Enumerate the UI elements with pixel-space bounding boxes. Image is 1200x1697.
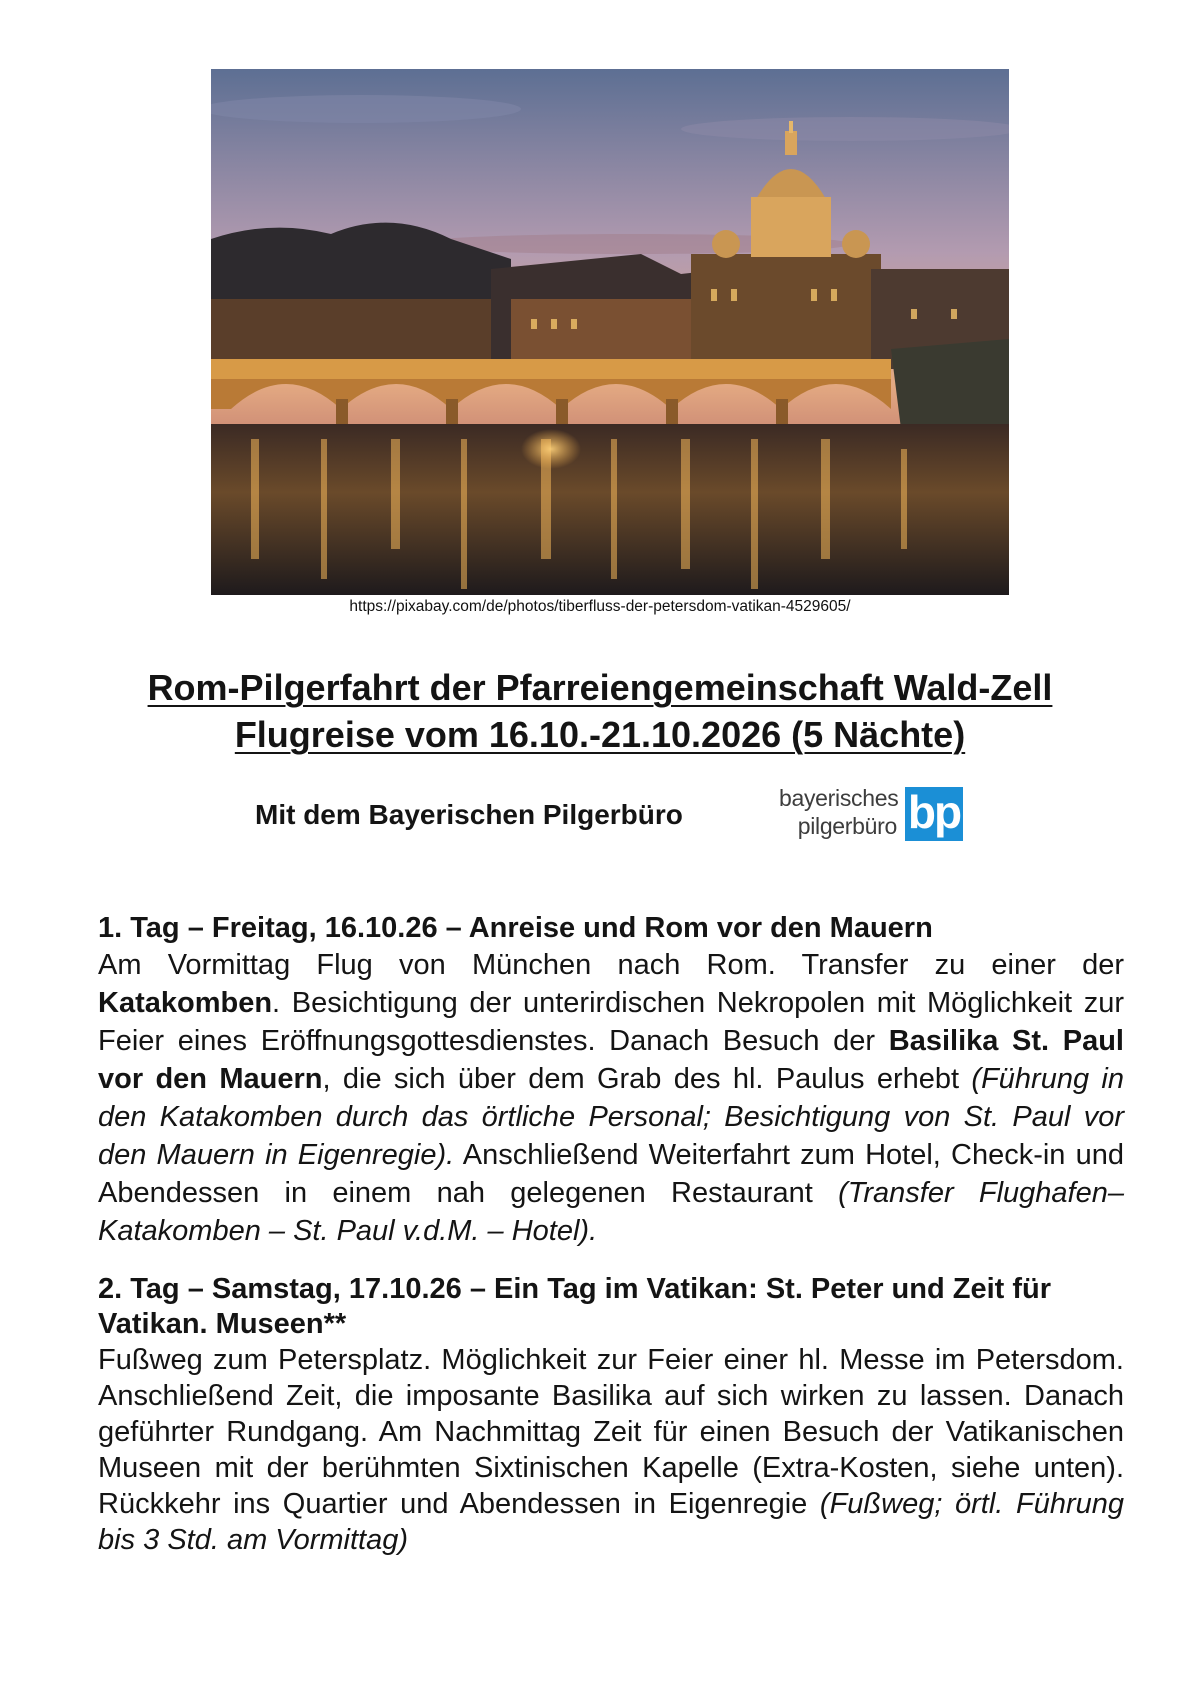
- day-text-segment: Am Vormittag Flug von München nach Rom. Transfer zu einer der: [98, 949, 1124, 981]
- header-photo: [211, 69, 1009, 595]
- logo-wordmark: [779, 784, 897, 840]
- logo-mark-icon: bp: [905, 787, 963, 841]
- itinerary: [98, 910, 1124, 1580]
- day-text-segment: , die sich über dem Grab des hl. Paulus erhebt: [322, 1063, 972, 1095]
- logo-line-2: pilgerbüro: [797, 813, 897, 839]
- document-title: [60, 664, 1140, 758]
- title-line-2: Flugreise vom 16.10.-21.10.2026 (5 Nächte): [234, 714, 966, 755]
- day-note: (Fußweg; örtl. Führung bis 3 Std. am Vormittag): [98, 1488, 1124, 1556]
- day-text-segment: . Besichtigung der unterirdischen Nekropolen mit Möglichkeit zur Feier eines Eröffnungsgottesdienstes. Danach Besuch der: [98, 987, 1124, 1057]
- photo-credit-url[interactable]: https://pixabay.com/de/photos/tiberfluss-der-petersdom-vatikan-4529605/: [349, 598, 851, 615]
- day-description: [98, 1342, 1124, 1558]
- day-section: [98, 910, 1124, 1250]
- day-heading: 1. Tag – Freitag, 16.10.26 – Anreise und Rom vor den Mauern: [98, 912, 933, 944]
- pilgerbuero-logo: [779, 784, 964, 842]
- day-text-segment: Fußweg zum Petersplatz. Möglichkeit zur Feier einer hl. Messe im Petersdom. Anschließend Zeit, die imposante Basilika auf sich wirken zu lassen. Danach geführter Rundgang. Am Nachmittag Zeit für einen Besuch der Vatikanischen Museen mit der berühmten Sixtinischen Kapelle (Extra-Kosten, siehe unten). Rückkehr ins Quartier und Abendessen in Eigenregie: [98, 1344, 1124, 1520]
- title-line-1: Rom-Pilgerfahrt der Pfarreiengemeinschaft Wald-Zell: [147, 667, 1053, 708]
- day-section: [98, 1272, 1124, 1558]
- organizer-label: Mit dem Bayerischen Pilgerbüro: [255, 799, 683, 830]
- day-highlight: Basilika St. Paul vor den Mauern: [98, 1025, 1124, 1095]
- day-note: (Führung in den Katakomben durch das örtliche Personal; Besichtigung von St. Paul vor den Mauern in Eigenregie).: [98, 1063, 1124, 1171]
- day-highlight: Katakomben: [98, 987, 273, 1019]
- day-note: (Transfer Flughafen– Katakomben – St. Paul v.d.M. – Hotel).: [98, 1177, 1124, 1247]
- logo-line-1: bayerisches: [779, 785, 899, 811]
- day-description: [98, 946, 1124, 1250]
- day-text-segment: Anschließend Weiterfahrt zum Hotel, Check-in und Abendessen in einem nah gelegenen Restaurant: [98, 1139, 1124, 1209]
- day-heading: 2. Tag – Samstag, 17.10.26 – Ein Tag im Vatikan: St. Peter und Zeit für Vatikan. Museen**: [98, 1273, 1052, 1340]
